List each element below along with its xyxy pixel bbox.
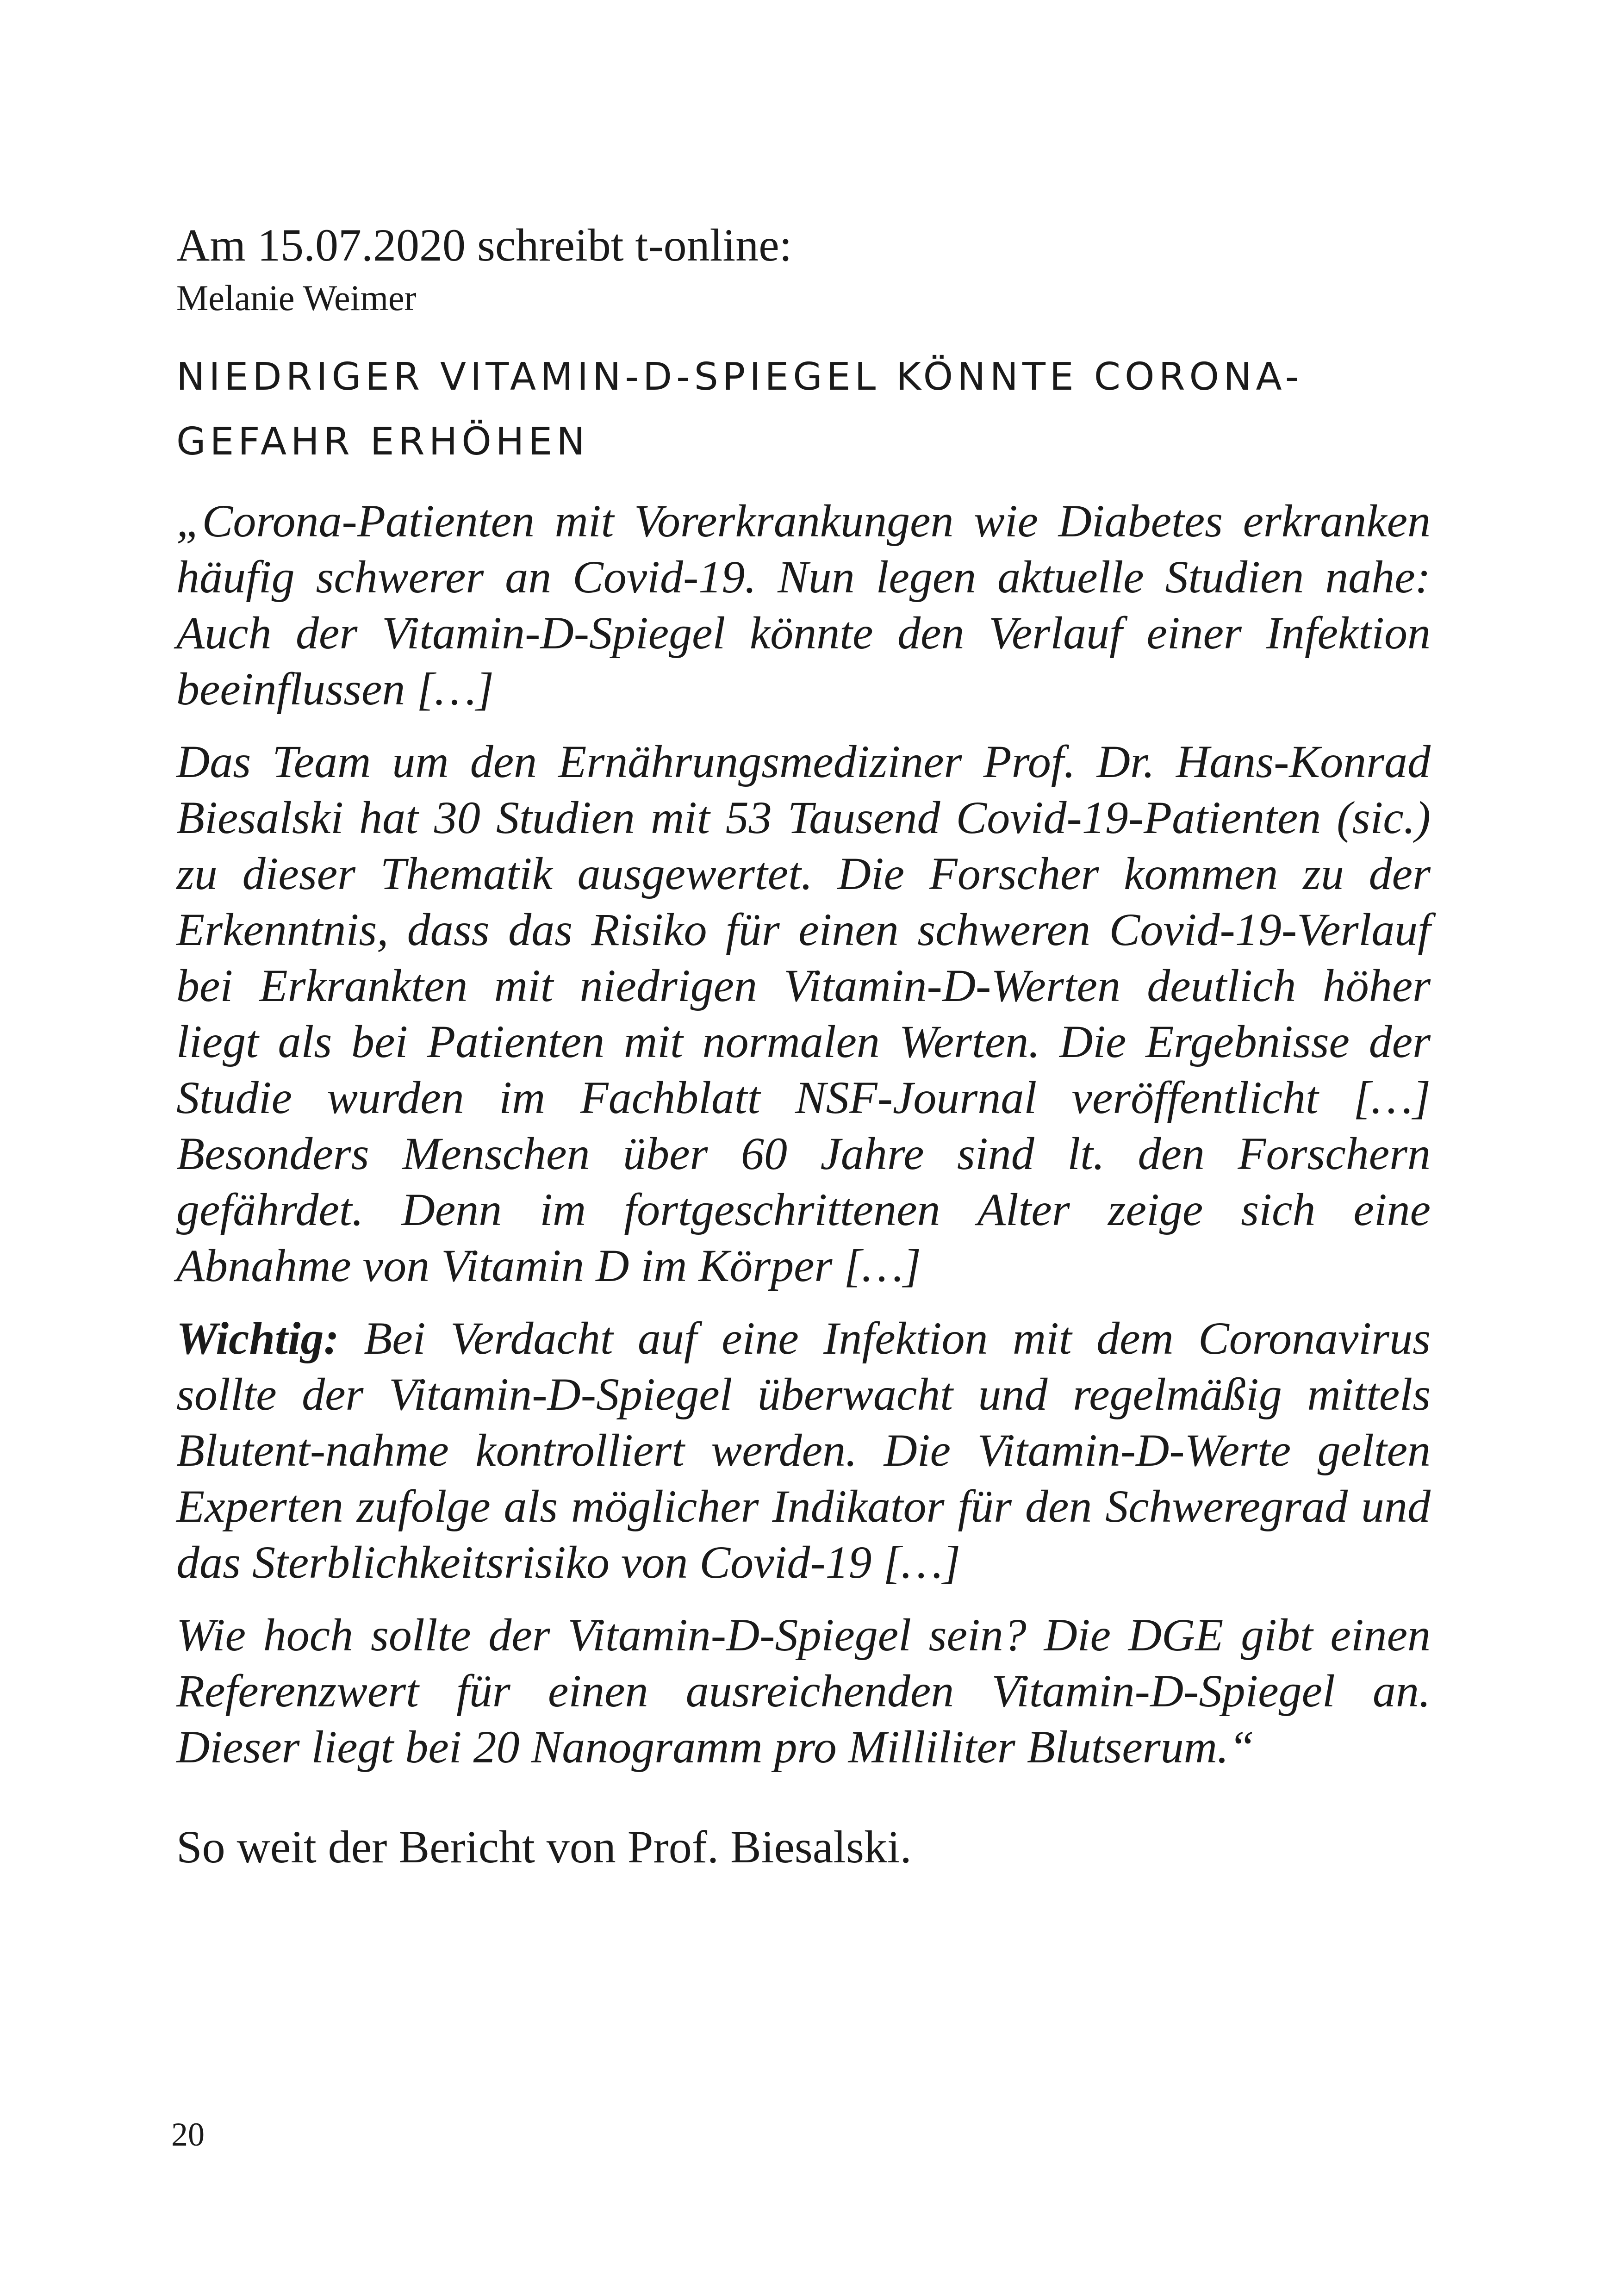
article-paragraph-2: Das Team um den Ernährungsmediziner Prof. Dr. Hans-Konrad Biesalski hat 30 Studien mit 53 Tausend Covid-19-Patienten (sic.) zu dieser Thematik ausgewertet. Die Forscher kommen zu der Erkenntnis, dass das Risiko für einen schweren Covid-19-Verlauf bei Erkrankten mit niedrigen Vitamin-D-Werten deutlich höher liegt als bei Patienten mit normalen Werten. Die Ergebnisse der Studie wurden im Fachblatt NSF-Journal veröffentlicht […] Besonders Menschen über 60 Jahre sind lt. den Forschern gefährdet. Denn im fortgeschrittenen Alter zeige sich eine Abnahme von Vitamin D im Körper […] xyxy=(176,736,1431,1291)
article-paragraph-4: Wie hoch sollte der Vitamin-D-Spiegel sein? Die DGE gibt einen Referenzwert für einen ausreichenden Vitamin-D-Spiegel an. Dieser liegt bei 20 Nanogramm pro Milliliter Blutserum.“ xyxy=(176,1609,1431,1773)
quoted-article xyxy=(176,493,1431,1792)
intro-line: Am 15.07.2020 schreibt t-online: xyxy=(176,219,792,271)
article-headline xyxy=(176,345,1454,474)
important-label: Wichtig: xyxy=(176,1313,339,1364)
article-paragraph-3-text: Bei Verdacht auf eine Infektion mit dem Coronavirus sollte der Vitamin-D-Spiegel überwacht und regelmäßig mittels Blutent-nahme kontrolliert werden. Die Vitamin-D-Werte gelten Experten zufolge als möglicher Indikator für den Schweregrad und das Sterblichkeitsrisiko von Covid-19 […] xyxy=(176,1313,1431,1588)
author-name: Melanie Weimer xyxy=(176,278,417,318)
headline-line-2: GEFAHR ERHÖHEN xyxy=(176,420,589,464)
page-number: 20 xyxy=(171,2116,205,2153)
headline-line-1: NIEDRIGER VITAMIN-D-SPIEGEL KÖNNTE CORONA- xyxy=(176,355,1303,399)
article-paragraph-1: „Corona-Patienten mit Vorerkrankungen wie Diabetes erkranken häufig schwerer an Covid-19. Nun legen aktuelle Studien nahe: Auch der Vitamin-D-Spiegel könnte den Verlauf einer Infektion beeinflussen […] xyxy=(176,495,1431,715)
article-paragraph-3 xyxy=(176,1310,1431,1590)
closing-sentence: So weit der Bericht von Prof. Biesalski. xyxy=(176,1821,912,1873)
